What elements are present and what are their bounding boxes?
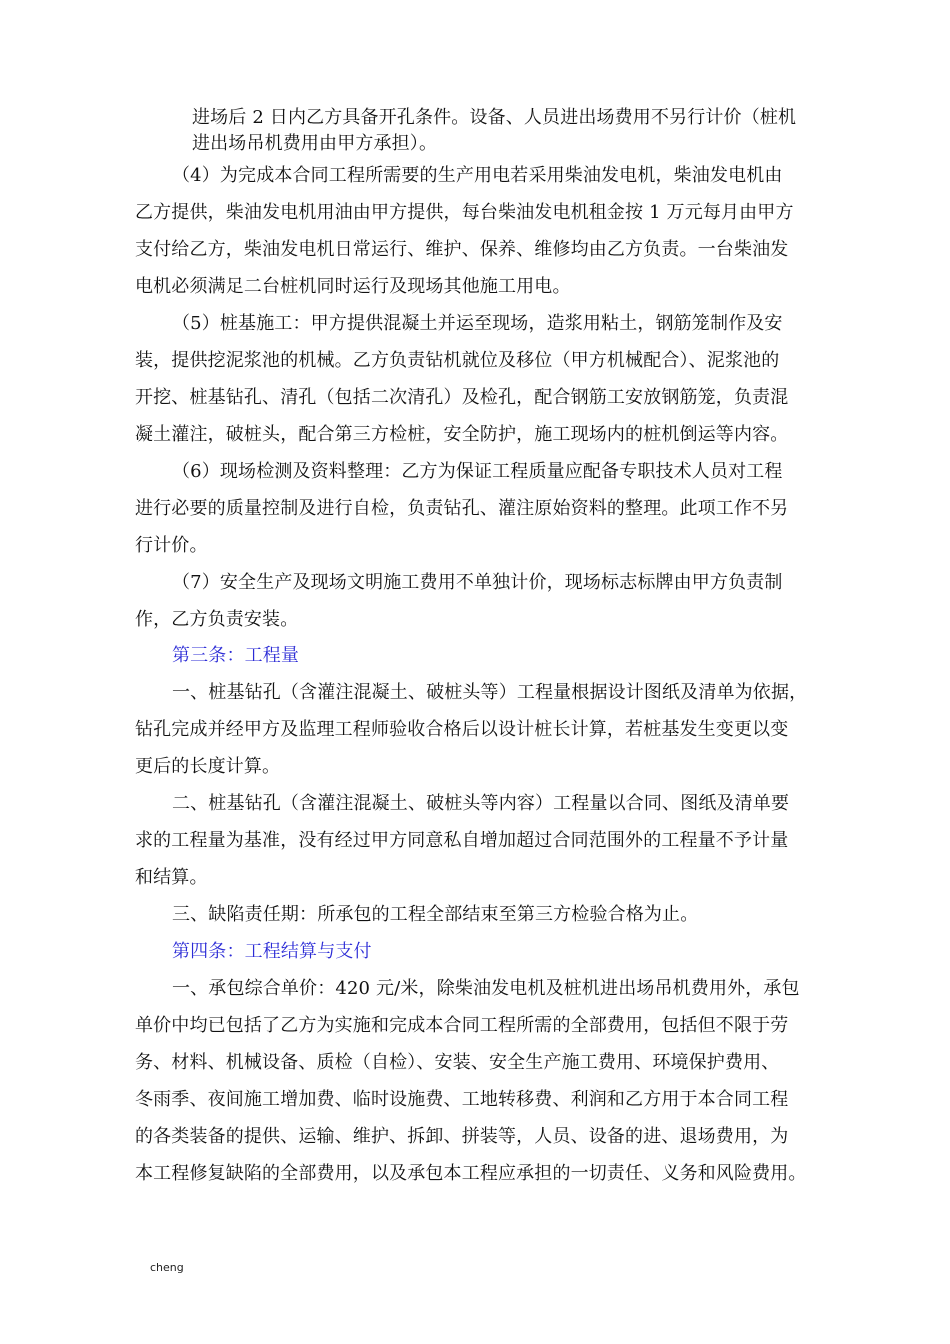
text-line: 进出场吊机费用由甲方承担）。 [192, 133, 438, 154]
section-heading-article-4: 第四条：工程结算与支付 [172, 941, 372, 962]
text-line: 钻孔完成并经甲方及监理工程师验收合格后以设计桩长计算，若桩基发生变更以变 [135, 719, 789, 740]
text-line: 行计价。 [135, 535, 208, 556]
text-line: 本工程修复缺陷的全部费用，以及承包本工程应承担的一切责任、义务和风险费用。 [135, 1163, 807, 1184]
text-line: 更后的长度计算。 [135, 756, 281, 777]
item-2-line: 二、桩基钻孔（含灌注混凝土、破桩头等内容）工程量以合同、图纸及清单要 [172, 793, 790, 814]
text-line: 冬雨季、夜间施工增加费、临时设施费、工地转移费、利润和乙方用于本合同工程 [135, 1089, 789, 1110]
text-line: 单价中均已包括了乙方为实施和完成本合同工程所需的全部费用，包括但不限于劳 [135, 1015, 789, 1036]
text-line: 和结算。 [135, 867, 208, 888]
text-line: 装，提供挖泥浆池的机械。乙方负责钻机就位及移位（甲方机械配合）、泥浆池的 [135, 350, 780, 371]
text-line: 开挖、桩基钻孔、清孔（包括二次清孔）及检孔，配合钢筋工安放钢筋笼，负责混 [135, 387, 789, 408]
item-3-line: 三、缺陷责任期：所承包的工程全部结束至第三方检验合格为止。 [172, 904, 699, 925]
text-line: 进场后 2 日内乙方具备开孔条件。设备、人员进出场费用不另行计价（桩机 [192, 107, 797, 128]
text-line: 凝土灌注，破桩头，配合第三方检桩，安全防护，施工现场内的桩机倒运等内容。 [135, 424, 789, 445]
paragraph-4-line: （4）为完成本合同工程所需要的生产用电若采用柴油发电机，柴油发电机由 [172, 165, 783, 186]
paragraph-6-line: （6）现场检测及资料整理：乙方为保证工程质量应配备专职技术人员对工程 [172, 461, 783, 482]
item-1-line: 一、承包综合单价：420 元/米，除柴油发电机及桩机进出场吊机费用外，承包 [172, 978, 800, 999]
text-line: 务、材料、机械设备、质检（自检）、安装、安全生产施工费用、环境保护费用、 [135, 1052, 780, 1073]
text-line: 支付给乙方，柴油发电机日常运行、维护、保养、维修均由乙方负责。一台柴油发 [135, 239, 789, 260]
footer-text: cheng [150, 1261, 184, 1274]
paragraph-7-line: （7）安全生产及现场文明施工费用不单独计价，现场标志标牌由甲方负责制 [172, 572, 783, 593]
text-line: 作，乙方负责安装。 [135, 609, 299, 630]
text-line: 的各类装备的提供、运输、维护、拆卸、拼装等，人员、设备的进、退场费用，为 [135, 1126, 789, 1147]
text-line: 进行必要的质量控制及进行自检，负责钻孔、灌注原始资料的整理。此项工作不另 [135, 498, 789, 519]
text-line: 乙方提供，柴油发电机用油由甲方提供，每台柴油发电机租金按 1 万元每月由甲方 [135, 202, 794, 223]
text-line: 求的工程量为基准，没有经过甲方同意私自增加超过合同范围外的工程量不予计量 [135, 830, 789, 851]
text-line: 电机必须满足二台桩机同时运行及现场其他施工用电。 [135, 276, 571, 297]
item-1-line: 一、桩基钻孔（含灌注混凝土、破桩头等）工程量根据设计图纸及清单为依据， [172, 682, 808, 703]
paragraph-5-line: （5）桩基施工：甲方提供混凝土并运至现场，造浆用粘土，钢筋笼制作及安 [172, 313, 783, 334]
section-heading-article-3: 第三条：工程量 [172, 645, 300, 666]
